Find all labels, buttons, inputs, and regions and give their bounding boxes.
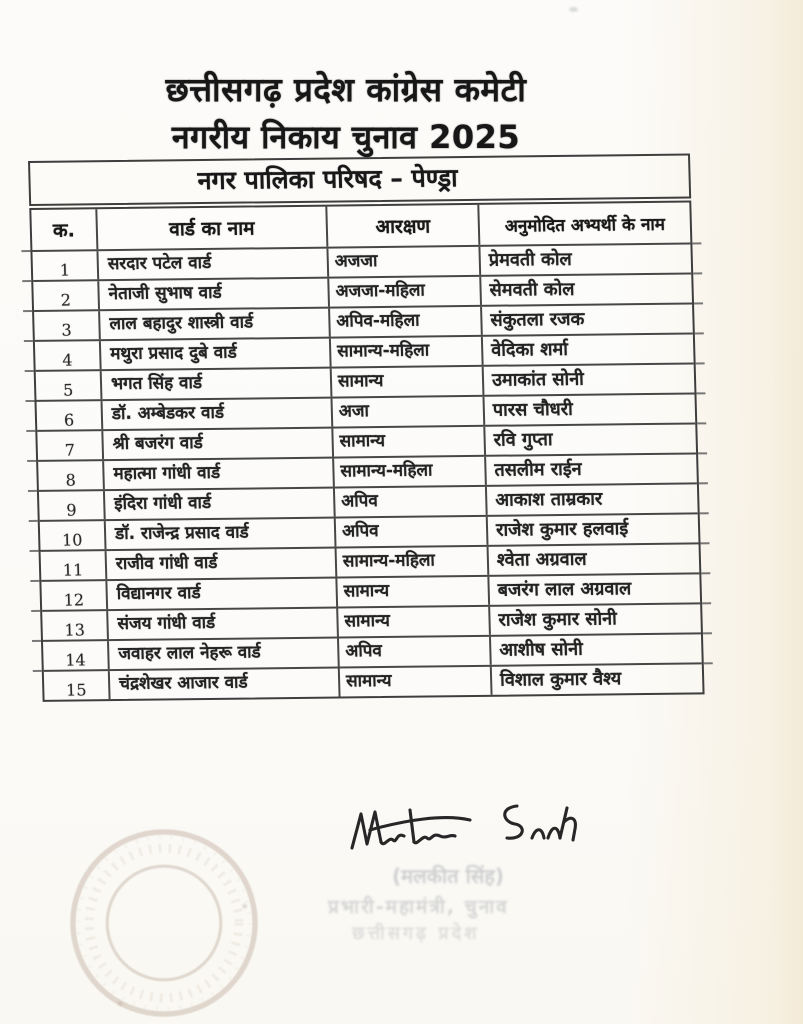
cell-cand: बजरंग लाल अग्रवाल — [497, 578, 632, 601]
cell-res: अजजा — [328, 247, 481, 277]
cell-ward: चंद्रशेखर आजार वार्ड — [110, 668, 341, 699]
printed-signatory-org: छत्तीसगढ़ प्रदेश — [352, 923, 480, 944]
cell-ward: मथुरा प्रसाद दुबे वार्ड — [101, 339, 332, 370]
cell-ward: संजय गांधी वार्ड — [108, 609, 339, 640]
cell-sno: 11 — [41, 551, 108, 580]
cell-res: सामान्य — [337, 577, 490, 607]
cell-sno: 9 — [39, 491, 106, 520]
handwritten-signature-ink — [344, 794, 600, 866]
candidate-table — [28, 153, 705, 701]
table-body — [32, 244, 702, 699]
stamp-star-icon: ✶ — [115, 996, 126, 1011]
printed-signatory-name: (मलकीत सिंह) — [392, 864, 505, 888]
cell-res: सामान्य — [332, 367, 485, 397]
table-band-title: नगर पालिका परिषद – पेण्ड्रा — [28, 153, 691, 205]
cell-res: सामान्य-महिला — [331, 337, 484, 367]
header-cell-sno: क. — [31, 209, 98, 250]
stamp-star-icon: ✶ — [239, 899, 250, 914]
cell-cand: प्रेमवती कोल — [488, 248, 572, 271]
cell-sno: 1 — [32, 251, 99, 280]
cell-res: सामान्य-महिला — [334, 457, 487, 487]
document-title-line2: नगरीय निकाय चुनाव 2025 — [171, 118, 521, 156]
cell-sno: 15 — [44, 671, 111, 700]
cell-ward: डॉ. राजेन्द्र प्रसाद वार्ड — [106, 519, 337, 550]
cell-res: अपिव — [335, 487, 488, 517]
cell-ward: भगत सिंह वार्ड — [102, 369, 333, 400]
cell-cand: पारस चौधरी — [492, 398, 574, 421]
cell-cand: आशीष सोनी — [499, 638, 584, 661]
cell-cand: तसलीम राईन — [494, 458, 582, 481]
cell-sno: 14 — [43, 641, 110, 670]
cell-sno: 3 — [34, 311, 101, 340]
cell-sno: 12 — [41, 581, 108, 610]
cell-sno: 10 — [40, 521, 107, 550]
cell-res: अजजा-महिला — [329, 277, 482, 307]
cell-cand: राजेश कुमार सोनी — [498, 608, 618, 631]
cell-ward: डॉ. अम्बेडकर वार्ड — [103, 399, 334, 430]
cell-cand: श्वेता अग्रवाल — [496, 548, 587, 571]
cell-ward: लाल बहादुर शास्त्री वार्ड — [100, 309, 331, 340]
cell-sno: 7 — [37, 431, 104, 460]
cell-res: सामान्य — [340, 667, 493, 697]
header-cell-res: आरक्षण — [327, 205, 480, 247]
document-title-line1: छत्तीसगढ़ प्रदेश कांग्रेस कमेटी — [165, 70, 527, 109]
header-cell-ward: वार्ड का नाम — [97, 207, 328, 250]
cell-cand: रवि गुप्ता — [493, 429, 553, 451]
cell-cand: सेमवती कोल — [489, 278, 575, 301]
cell-res: अपिव — [339, 637, 492, 667]
cell-sno: 6 — [37, 401, 104, 430]
cell-cand: वेदिका शर्मा — [490, 338, 569, 361]
cell-ward: राजीव गांधी वार्ड — [107, 549, 338, 580]
cell-res: अजा — [333, 397, 486, 427]
cell-res: सामान्य — [333, 427, 486, 457]
cell-sno: 5 — [36, 371, 103, 400]
header-cell-cand: अनुमोदित अभ्यर्थी के नाम — [504, 214, 666, 237]
table-grid — [29, 200, 704, 701]
cell-ward: महात्मा गांधी वार्ड — [104, 459, 335, 490]
cell-ward: जवाहर लाल नेहरू वार्ड — [109, 639, 340, 670]
cell-cand: आकाश ताम्रकार — [495, 488, 603, 511]
cell-res: सामान्य — [338, 607, 491, 637]
cell-res: अपिव — [336, 517, 489, 547]
cell-ward: श्री बजरंग वार्ड — [103, 429, 334, 460]
cell-res: सामान्य-महिला — [337, 547, 490, 577]
cell-sno: 13 — [42, 611, 109, 640]
cell-ward: इंदिरा गांधी वार्ड — [105, 489, 336, 520]
cell-sno: 2 — [33, 281, 100, 310]
cell-cand: राजेश कुमार हलवाई — [495, 518, 629, 541]
cell-cand: विशाल कुमार वैश्य — [499, 668, 622, 691]
cell-cand: उमाकांत सोनी — [491, 368, 585, 391]
scan-smudge-mark — [569, 7, 578, 12]
cell-ward: नेताजी सुभाष वार्ड — [99, 279, 330, 310]
cell-cand: संकुतला रजक — [490, 308, 585, 331]
cell-sno: 4 — [35, 341, 102, 370]
table-header-row — [31, 203, 690, 252]
printed-signatory-role: प्रभारी-महामंत्री, चुनाव — [328, 896, 509, 918]
cell-res: अपिव-महिला — [330, 307, 483, 337]
cell-ward: विद्यानगर वार्ड — [107, 579, 338, 610]
cell-ward: सरदार पटेल वार्ड — [98, 249, 329, 280]
circular-stamp-seal — [52, 822, 276, 1024]
cell-sno: 8 — [38, 461, 105, 490]
